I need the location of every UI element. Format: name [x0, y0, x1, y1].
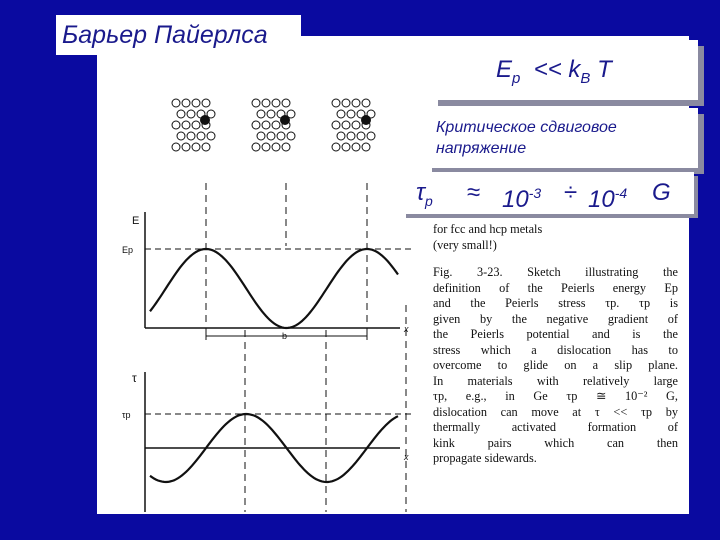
- energy-tick-label: Ep: [122, 245, 134, 255]
- slide-title: Барьер Пайерлса: [56, 15, 301, 55]
- divide-symbol: ÷: [564, 179, 578, 206]
- caption-line: propagate sidewards.: [433, 451, 537, 465]
- atom: [272, 99, 280, 107]
- tau-exponent-2: -4: [614, 185, 628, 201]
- atom: [257, 110, 265, 118]
- atom: [352, 143, 360, 151]
- atom: [332, 121, 340, 129]
- atom: [362, 143, 370, 151]
- atom: [252, 121, 260, 129]
- atom: [282, 99, 290, 107]
- dislocation-atom: [361, 115, 371, 125]
- x-label-top: x: [404, 324, 409, 334]
- atom: [352, 99, 360, 107]
- atom: [257, 132, 265, 140]
- atom: [202, 143, 210, 151]
- atom: [207, 132, 215, 140]
- atom: [182, 121, 190, 129]
- atom: [252, 143, 260, 151]
- atom: [277, 132, 285, 140]
- energy-subscript: p: [512, 69, 521, 87]
- atom: [177, 132, 185, 140]
- atom: [342, 143, 350, 151]
- note-line: for fcc and hcp metals: [433, 222, 543, 236]
- atom: [332, 99, 340, 107]
- tau-symbol: τ: [416, 179, 425, 206]
- atom: [342, 121, 350, 129]
- atom: [197, 132, 205, 140]
- x-label-bottom: x: [404, 452, 409, 462]
- atom: [182, 143, 190, 151]
- atom-lattice: [172, 99, 375, 151]
- dislocation-atom: [280, 115, 290, 125]
- atom: [287, 132, 295, 140]
- caption-line: stress which a dislocation has to: [433, 342, 678, 357]
- atom: [347, 132, 355, 140]
- atom: [187, 132, 195, 140]
- atom: [252, 99, 260, 107]
- tau-subscript: p: [424, 192, 433, 209]
- dislocation-atom: [200, 115, 210, 125]
- stress-plot: [145, 372, 412, 512]
- caption-line: the Peierls potential and is the: [433, 327, 678, 341]
- caption-line: and the Peierls stress τp. τp is: [433, 296, 678, 310]
- caption-line: kink pairs which can then: [433, 435, 678, 450]
- atom: [262, 121, 270, 129]
- boltzmann-subscript: B: [580, 69, 591, 87]
- atom: [182, 99, 190, 107]
- atom: [272, 143, 280, 151]
- caption-line: Fig. 3-23. Sketch illustrating the: [433, 265, 678, 279]
- atom: [267, 132, 275, 140]
- caption-line: given by the negative gradient of: [433, 311, 678, 326]
- note-line: (very small!): [433, 237, 497, 252]
- energy-axis-label: E: [132, 215, 140, 227]
- atom: [262, 99, 270, 107]
- atom: [187, 110, 195, 118]
- atom: [357, 132, 365, 140]
- atom: [272, 121, 280, 129]
- stress-axis-label: τ: [132, 371, 137, 385]
- energy-symbol: E: [496, 56, 513, 83]
- tau-relation-box: [402, 172, 694, 214]
- atom: [262, 143, 270, 151]
- atom: [347, 110, 355, 118]
- atom: [337, 132, 345, 140]
- atom: [192, 121, 200, 129]
- shear-modulus-symbol: G: [652, 179, 671, 206]
- relation-symbol: <<: [533, 56, 562, 83]
- caption-line: overcome to glide on a slip plane.: [433, 358, 678, 372]
- caption-line: τp, e.g., in Ge τp ≅ 10⁻² G,: [433, 389, 678, 403]
- atom: [172, 121, 180, 129]
- period-label: b: [282, 331, 288, 341]
- atom: [337, 110, 345, 118]
- atom: [172, 99, 180, 107]
- atom: [332, 143, 340, 151]
- atom: [367, 132, 375, 140]
- caption-line: dislocation can move at τ << τp by: [433, 404, 678, 419]
- tau-base-2: 10: [588, 186, 615, 213]
- atom: [282, 143, 290, 151]
- guide-lines: [206, 183, 406, 512]
- tau-base-1: 10: [502, 186, 529, 213]
- critical-stress-line-1: Критическое сдвиговое: [436, 119, 617, 136]
- figure-caption: [433, 222, 678, 467]
- caption-line: definition of the Peierls energy Ep: [433, 280, 678, 295]
- tau-exponent-1: -3: [528, 185, 542, 201]
- energy-relation-box: [432, 40, 698, 100]
- atom: [177, 110, 185, 118]
- temperature-symbol: T: [597, 56, 612, 83]
- atom: [362, 99, 370, 107]
- caption-line: In materials with relatively large: [433, 373, 678, 388]
- approx-symbol: ≈: [467, 179, 481, 206]
- atom: [352, 121, 360, 129]
- critical-stress-box: [426, 108, 698, 168]
- critical-stress-line-2: напряжение: [436, 140, 527, 157]
- atom: [172, 143, 180, 151]
- boltzmann-symbol: k: [568, 56, 581, 83]
- atom: [202, 99, 210, 107]
- atom: [342, 99, 350, 107]
- stress-tick-label: τp: [122, 410, 131, 420]
- caption-line: thermally activated formation of: [433, 420, 678, 434]
- atom: [192, 143, 200, 151]
- atom: [267, 110, 275, 118]
- atom: [192, 99, 200, 107]
- energy-plot: [145, 212, 412, 340]
